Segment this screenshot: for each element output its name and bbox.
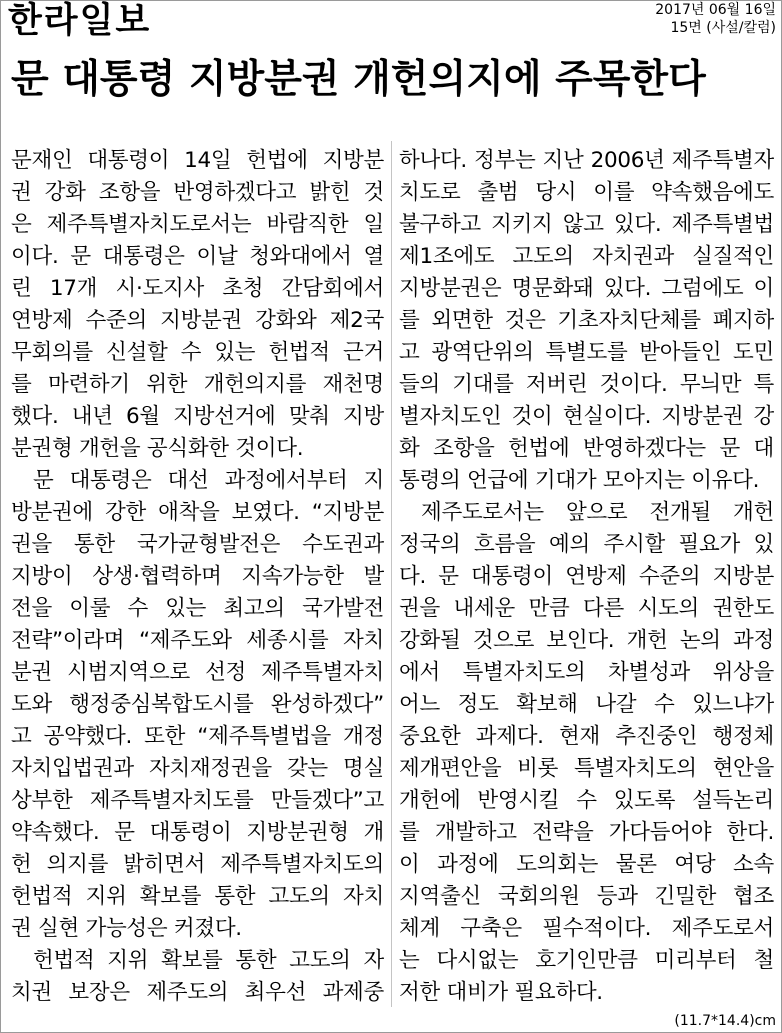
page-section: 15면 (사설/칼럼) xyxy=(670,20,776,36)
article-line: 분권형 개헌을 공식화한 것이다. xyxy=(11,436,304,461)
article-line: 권을 내세운 만큼 다른 시도의 권한도 xyxy=(399,596,774,621)
article-line: 고 공약했다. 또한 “제주특별법을 개정 xyxy=(11,724,384,749)
article-line: 고 광역단위의 특별도를 받아들인 도민 xyxy=(399,340,774,365)
article-line: 개헌에 반영시킬 수 있도록 설득논리 xyxy=(399,788,774,813)
article-line: 은 제주특별자치도로서는 바람직한 일 xyxy=(11,212,384,237)
article-line: 통령의 언급에 기대가 모아지는 이유다. xyxy=(399,468,760,493)
publication-info xyxy=(576,1,776,37)
article-line: 하나다. 정부는 지난 2006년 제주특별자 xyxy=(399,148,774,173)
article-line: 저한 대비가 필요하다. xyxy=(399,980,603,1005)
article-line: 별자치도인 것이 현실이다. 지방분권 강 xyxy=(399,404,774,429)
article-line: 문 대통령은 대선 과정에서부터 지 xyxy=(33,468,384,493)
article-line: 지방이 상생·협력하며 지속가능한 발 xyxy=(11,564,384,589)
article-line: 이다. 문 대통령은 이날 청와대에서 열 xyxy=(11,244,384,269)
article-line: 지역출신 국회의원 등과 긴밀한 협조 xyxy=(399,884,774,909)
article-column-right xyxy=(399,145,774,1009)
article-line: 제개편안을 비롯 특별자치도의 현안을 xyxy=(399,756,774,781)
article-line: 이 과정에 도의회는 물론 여당 소속 xyxy=(399,852,774,877)
article-line: 제주도로서는 앞으로 전개될 개헌 xyxy=(421,500,774,525)
article-line: 지방분권은 명문화돼 있다. 그럼에도 이 xyxy=(399,276,774,301)
article-line: 헌 의지를 밝히면서 제주특별자치도의 xyxy=(11,852,384,877)
article-line: 전략”이라며 “제주도와 세종시를 자치 xyxy=(11,628,384,653)
article-line: 에서 특별자치도의 차별성과 위상을 xyxy=(399,660,774,685)
article-line: 권 실현 가능성은 커졌다. xyxy=(11,916,242,941)
article-line: 는 다시없는 호기인만큼 미리부터 철 xyxy=(399,948,774,973)
article-line: 권 강화 조항을 반영하겠다고 밝힌 것 xyxy=(11,180,384,205)
article-line: 헌법적 지위 확보를 통한 고도의 자 xyxy=(33,948,384,973)
article-line: 린 17개 시·도지사 초청 간담회에서 xyxy=(11,276,384,301)
article-line: 를 외면한 것은 기초자치단체를 폐지하 xyxy=(399,308,774,333)
article-line: 를 마련하기 위한 개헌의지를 재천명 xyxy=(11,372,384,397)
article-title: 문 대통령 지방분권 개헌의지에 주목한다 xyxy=(11,57,706,102)
clipping-size: (11.7*14.4)cm xyxy=(674,1013,776,1029)
article-line: 연방제 수준의 지방분권 강화와 제2국 xyxy=(11,308,384,333)
article-line: 자치입법권과 자치재정권을 갖는 명실 xyxy=(11,756,384,781)
article-line: 전을 이룰 수 있는 최고의 국가발전 xyxy=(11,596,384,621)
article-line: 불구하고 지키지 않고 있다. 제주특별법 xyxy=(399,212,774,237)
article-line: 상부한 제주특별자치도를 만들겠다”고 xyxy=(11,788,384,813)
article-line: 다. 문 대통령이 연방제 수준의 지방분 xyxy=(399,564,774,589)
article-line: 무회의를 신설할 수 있는 헌법적 근거 xyxy=(11,340,384,365)
article-line: 어느 정도 확보해 나갈 수 있느냐가 xyxy=(399,692,774,717)
publication-date: 2017년 06월 16일 xyxy=(655,2,776,18)
article-line: 치권 보장은 제주도의 최우선 과제중 xyxy=(11,980,384,1005)
article-line: 강화될 것으로 보인다. 개헌 논의 과정 xyxy=(399,628,774,653)
article-line: 문재인 대통령이 14일 헌법에 지방분 xyxy=(11,148,384,173)
article-line: 중요한 과제다. 현재 추진중인 행정체 xyxy=(399,724,774,749)
article-line: 치도로 출범 당시 이를 약속했음에도 xyxy=(399,180,774,205)
article-line: 헌법적 지위 확보를 통한 고도의 자치 xyxy=(11,884,384,909)
article-line: 도와 행정중심복합도시를 완성하겠다” xyxy=(11,692,384,717)
article-line: 를 개발하고 전략을 가다듬어야 한다. xyxy=(399,820,774,845)
article-line: 정국의 흐름을 예의 주시할 필요가 있 xyxy=(399,532,774,557)
article-line: 방분권에 강한 애착을 보였다. “지방분 xyxy=(11,500,384,525)
article-line: 화 조항을 헌법에 반영하겠다는 문 대 xyxy=(399,436,774,461)
article-line: 제1조에도 고도의 자치권과 실질적인 xyxy=(399,244,774,269)
article-line: 약속했다. 문 대통령이 지방분권형 개 xyxy=(11,820,384,845)
article-line: 권을 통한 국가균형발전은 수도권과 xyxy=(11,532,384,557)
article-line: 들의 기대를 저버린 것이다. 무늬만 특 xyxy=(399,372,774,397)
article-column-left xyxy=(11,145,384,1009)
newspaper-logo: 한라일보 xyxy=(8,1,152,41)
article-line: 분권 시범지역으로 선정 제주특별자치 xyxy=(11,660,384,685)
article-line: 체계 구축은 필수적이다. 제주도로서 xyxy=(399,916,774,941)
column-divider xyxy=(391,141,392,1007)
article-line: 했다. 내년 6월 지방선거에 맞춰 지방 xyxy=(11,404,384,429)
